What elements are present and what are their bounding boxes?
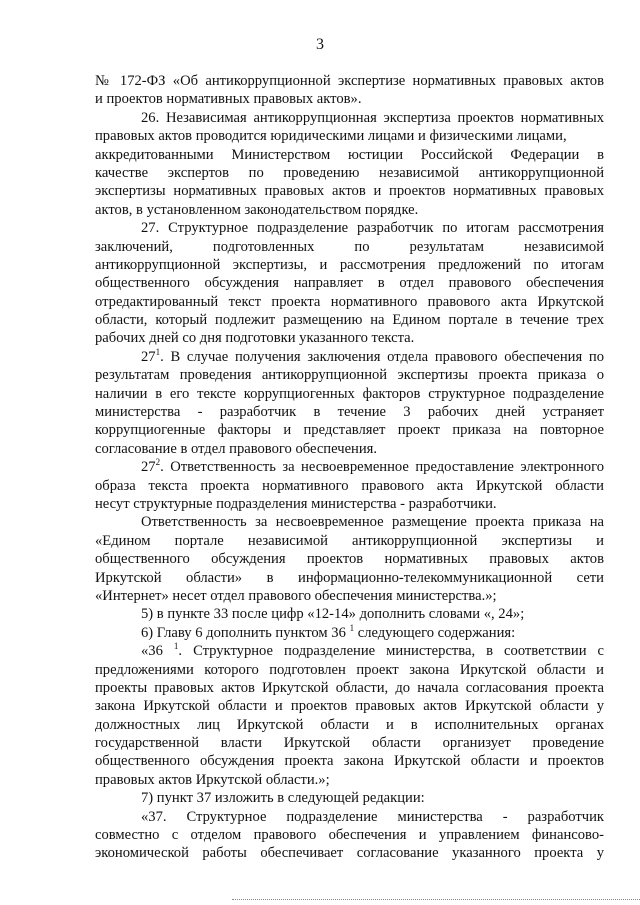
text-segment: и проектов нормативных правовых актов». [95,91,362,108]
text-line [95,532,604,550]
text-segment: 7) пункт 37 изложить в следующей редакции: [141,790,425,807]
text-segment: общественного обсуждения проектов нормативных правовых актов [95,551,604,568]
text-line [95,90,604,108]
text-segment: 5) в пункте 33 после цифр «12-14» дополнить словами «, 24»; [141,606,525,623]
superscript-index: 2 [155,457,161,468]
text-segment: должностных лиц Иркутской области и в исполнительных органах [95,716,604,733]
text-segment: общественного обсуждения направляет в отдел правового обеспечения [95,275,604,292]
text-line [95,808,604,826]
text-line [95,477,604,495]
text-line [95,238,604,256]
text-line [95,329,604,347]
text-segment: отредактированный текст проекта нормативного правового акта Иркутской [95,293,604,310]
text-line [95,421,604,439]
text-line [95,771,604,789]
text-line [95,274,604,292]
text-line [95,642,604,660]
text-segment: предложениями которого подготовлен проект закона Иркутской области и [95,661,604,678]
text-segment: экспертизы нормативных правовых актов и проектов нормативных правовых [95,183,604,200]
text-segment: заключений, подготовленных по результатам независимой [95,238,604,255]
text-segment: антикоррупционной экспертизы, и рассмотрения предложений по итогам [95,256,604,273]
text-segment: образа текста проекта нормативного правового акта Иркутской области [95,477,604,494]
text-segment: государственной власти Иркутской области организует проведение [95,735,604,752]
text-line [95,366,604,384]
text-segment: совместно с отделом правового обеспечения и управлением финансово- [95,827,604,844]
text-line [95,201,604,219]
text-segment: общественного обсуждения проекта закона Иркутской области и проектов [95,753,604,770]
text-line [95,844,604,862]
text-segment: № 172-ФЗ «Об антикоррупционной экспертизе нормативных правовых актов [95,73,604,89]
text-line [95,513,604,531]
text-segment: проекты правовых актов Иркутской области, до начала согласования проекта [95,679,604,696]
text-line [95,697,604,715]
text-line [95,440,604,458]
text-line [95,716,604,734]
text-line [95,605,604,623]
text-line [95,219,604,237]
text-line [95,109,604,127]
text-segment: закона Иркутской области и проектов правовых актов Иркутской области у [95,698,604,715]
text-segment: качестве экспертов по проведению независимой антикоррупционной [95,164,604,181]
text-segment: аккредитованными Министерством юстиции Российской Федерации в [95,146,604,163]
text-line [95,587,604,605]
text-segment: 6) Главу 6 дополнить пунктом 36 [141,624,350,641]
bottom-divider [232,899,640,900]
text-line [95,734,604,752]
text-line [95,679,604,697]
text-segment: следующего содержания: [354,624,516,641]
text-line [95,403,604,421]
text-segment: 27. Структурное подразделение разработчик по итогам рассмотрения [141,220,604,237]
page-number: 3 [316,36,324,53]
superscript-index: 1 [173,641,179,652]
text-segment: министерства - разработчик в течение 3 рабочих дней устраняет [95,404,604,421]
text-segment: рабочих дней со дня подготовки указанного текста. [95,330,415,347]
text-line [95,164,604,182]
text-line [95,661,604,679]
text-line [95,495,604,513]
document-body [95,72,604,863]
text-line [95,72,604,90]
text-line [95,256,604,274]
text-segment: . Структурное подразделение министерства, в соответствии с [178,643,604,660]
text-line [95,385,604,403]
text-segment: несут структурные подразделения министерства - разработчики. [95,495,497,512]
text-line [95,348,604,366]
text-line [95,311,604,329]
text-segment: . Ответственность за несвоевременное предоставление электронного [160,459,604,476]
text-line [95,127,604,145]
text-segment: правовых актов проводится юридическими лицами и физическими лицами, [95,128,567,145]
text-segment: правовых актов Иркутской области.»; [95,771,330,788]
text-segment: «37. Структурное подразделение министерства - разработчик [141,808,604,825]
text-segment: . В случае получения заключения отдела правового обеспечения по [160,348,604,365]
text-segment: «Едином портале независимой антикоррупционной экспертизы и [95,532,604,549]
text-segment: «36 [141,643,174,660]
text-line [95,550,604,568]
text-segment: 27 [141,348,156,365]
text-line [95,458,604,476]
text-line [95,624,604,642]
text-segment: «Интернет» несет отдел правового обеспечения министерства.»; [95,587,497,604]
text-line [95,569,604,587]
text-segment: Ответственность за несвоевременное размещение проекта приказа на [141,514,604,531]
text-line [95,752,604,770]
text-line [95,146,604,164]
text-segment: результатам проведения антикоррупционной экспертизы проекта приказа о [95,367,604,384]
text-segment: 27 [141,459,156,476]
text-segment: согласование в отдел правового обеспечения. [95,440,378,457]
text-segment: экономической работы обеспечивает согласование указанного проекта у [95,845,604,862]
text-segment: актов, в установленном законодательством порядке. [95,201,419,218]
superscript-index: 1 [349,622,355,633]
text-segment: Иркутской области» в информационно-телекоммуникационной сети [95,569,604,586]
text-line [95,826,604,844]
text-segment: 26. Независимая антикоррупционная экспертиза проектов нормативных [141,109,604,126]
text-segment: коррупциогенные факторы и представляет проект приказа на повторное [95,422,604,439]
text-line [95,293,604,311]
text-segment: области, который подлежит размещению на Едином портале в течение трех [95,312,604,329]
superscript-index: 1 [155,346,161,357]
text-line [95,182,604,200]
text-line [95,789,604,807]
text-segment: наличии в его тексте коррупциогенных факторов структурное подразделение [95,385,604,402]
